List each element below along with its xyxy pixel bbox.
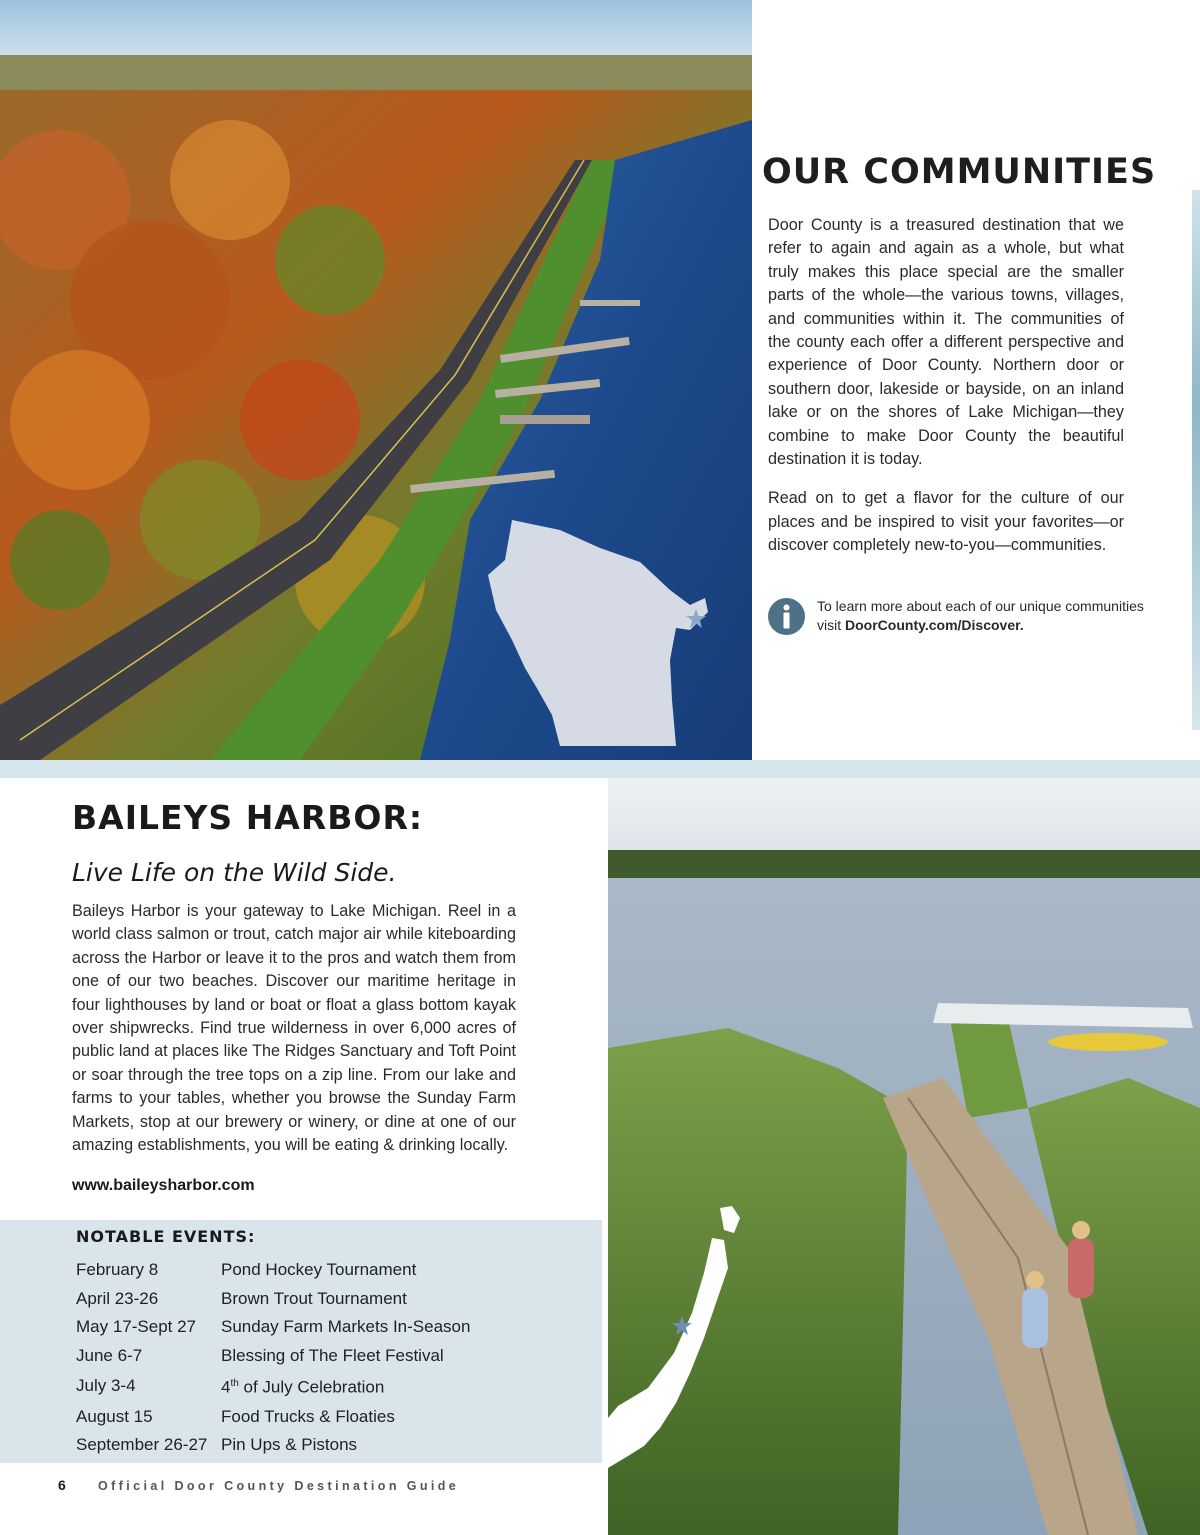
event-row bbox=[76, 1256, 470, 1285]
info-text-lead: To learn more about each of our unique communities visit bbox=[817, 598, 1144, 633]
guide-name: Official Door County Destination Guide bbox=[98, 1479, 460, 1493]
event-date: June 6-7 bbox=[76, 1345, 143, 1365]
communities-paragraph-2: Read on to get a flavor for the culture of our places and be inspired to visit your favorites—or discover completely new-to-you—communities. bbox=[768, 489, 1124, 555]
event-date: July 3-4 bbox=[76, 1376, 136, 1396]
event-name bbox=[221, 1370, 470, 1402]
communities-paragraph-1: Door County is a treasured destination that we refer to again and again as a whole, but what truly makes this place special are the smaller parts of the whole—the various towns, villages, and communities within it. The communities of the county each offer a different perspective and experience of Door County. Northern door or southern door, lakeside or bayside, on an inland lake or on the shores of Lake Michigan—they combine to make Door County the beautiful destination it is today. bbox=[768, 216, 1124, 469]
event-name-sup: th bbox=[230, 1378, 239, 1390]
event-name-suffix: of July Celebration bbox=[238, 1378, 385, 1398]
event-row bbox=[76, 1285, 470, 1314]
baileys-harbor-website-link[interactable]: www.baileysharbor.com bbox=[72, 1177, 255, 1194]
event-name: Sunday Farm Markets In-Season bbox=[221, 1317, 471, 1337]
baileys-harbor-body: Baileys Harbor is your gateway to Lake Michigan. Reel in a world class salmon or trout, catch major air while kiteboarding across the Harbor or leave it to the pros and watch them from one of our two beaches. Discover our maritime heritage in four lighthouses by land or boat or float a glass bottom kayak over shipwrecks. Find true wilderness in over 6,000 acres of public land at places like The Ridges Sanctuary and Toft Point or soar through the tree tops on a zip line. From our lake and farms to your tables, whether you browse the Sunday Farm Markets, stop at our brewery or winery, or dine at one of our amazing establishments, you will be eating & drinking locally. bbox=[72, 902, 516, 1155]
event-row bbox=[76, 1313, 470, 1342]
events-table bbox=[76, 1256, 470, 1460]
events-heading: NOTABLE EVENTS: bbox=[76, 1227, 256, 1246]
page-number: 6 bbox=[58, 1477, 66, 1493]
event-name: Food Trucks & Floaties bbox=[221, 1406, 395, 1426]
event-name: Pin Ups & Pistons bbox=[221, 1435, 358, 1455]
baileys-harbor-tagline: Live Life on the Wild Side. bbox=[72, 858, 397, 887]
event-date: February 8 bbox=[76, 1260, 159, 1279]
event-row bbox=[76, 1342, 470, 1371]
info-text bbox=[817, 597, 1148, 635]
event-row bbox=[76, 1431, 470, 1460]
event-date: May 17-Sept 27 bbox=[76, 1317, 197, 1337]
event-name: Brown Trout Tournament bbox=[221, 1288, 407, 1308]
event-row bbox=[76, 1403, 470, 1432]
event-name: Blessing of The Fleet Festival bbox=[221, 1345, 444, 1365]
event-date: September 26-27 bbox=[76, 1435, 208, 1455]
communities-body bbox=[768, 214, 1124, 558]
discover-link[interactable]: DoorCounty.com/Discover. bbox=[845, 617, 1024, 633]
info-note bbox=[768, 597, 1148, 635]
baileys-harbor-heading: BAILEYS HARBOR: bbox=[72, 798, 424, 837]
event-date: April 23-26 bbox=[76, 1288, 159, 1308]
event-date: August 15 bbox=[76, 1406, 153, 1426]
info-icon bbox=[768, 598, 805, 635]
communities-heading: OUR COMMUNITIES bbox=[762, 152, 1157, 192]
boardwalk-lake-photo bbox=[608, 778, 1200, 1535]
event-name: Pond Hockey Tournament bbox=[221, 1260, 417, 1279]
event-row bbox=[76, 1370, 470, 1402]
section-divider bbox=[0, 760, 1200, 778]
event-name-prefix: 4 bbox=[221, 1378, 231, 1398]
aerial-shoreline-photo bbox=[0, 0, 752, 760]
edge-photo-strip bbox=[1192, 190, 1200, 730]
page-footer bbox=[58, 1477, 459, 1493]
